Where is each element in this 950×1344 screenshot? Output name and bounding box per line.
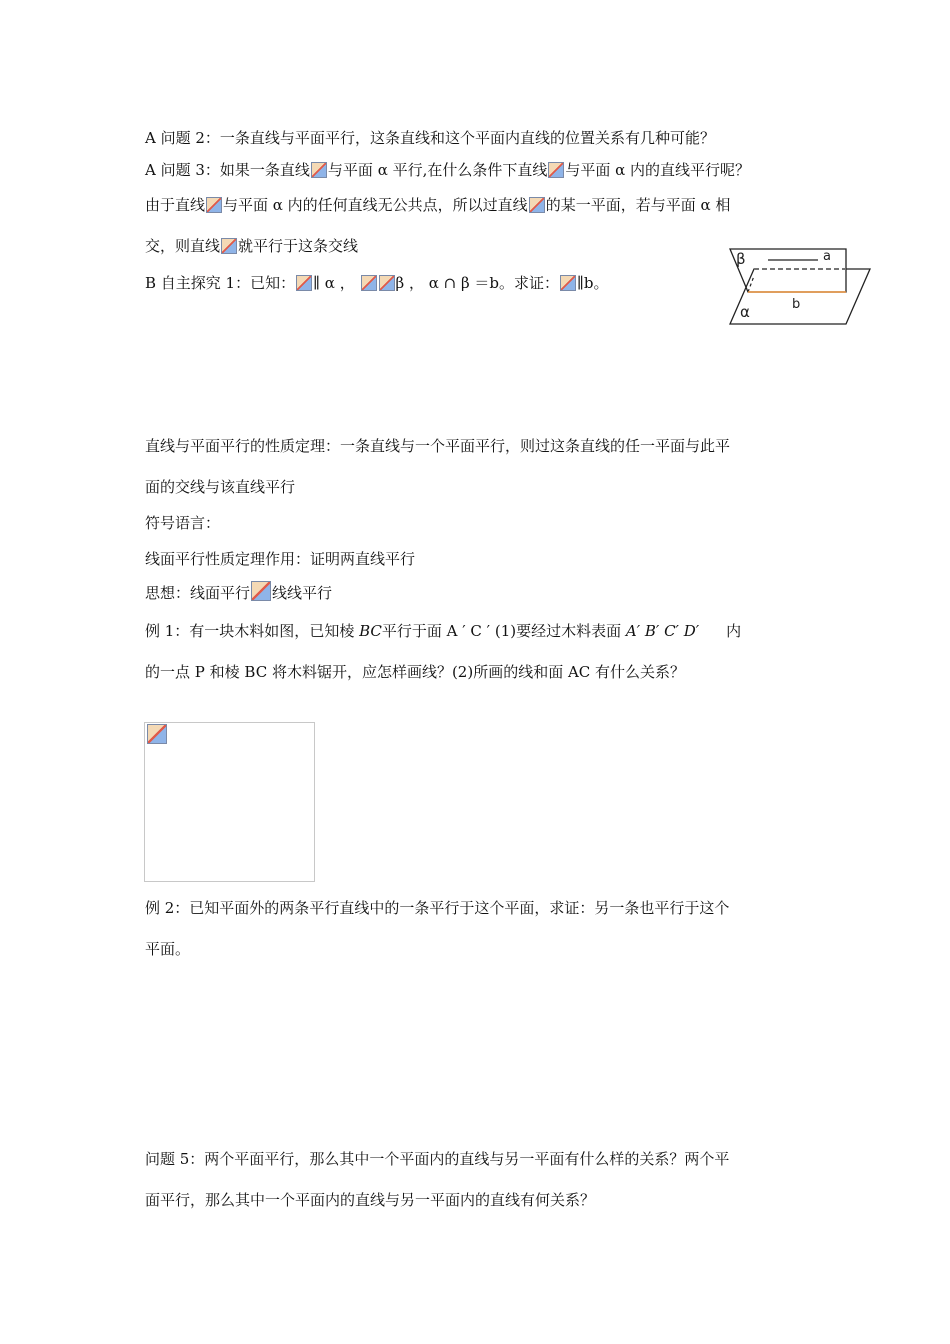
label-a: a bbox=[823, 249, 831, 264]
label-b: b bbox=[792, 297, 801, 312]
symbolic-language: 符号语言： bbox=[145, 514, 221, 532]
question-2: A 问题 2：一条直线与平面平行，这条直线和这个平面内直线的位置关系有几种可能？ bbox=[145, 129, 715, 147]
broken-image-icon bbox=[529, 197, 545, 213]
idea-line: 思想：线面平行 线线平行 bbox=[145, 581, 332, 603]
planes-intersection-figure bbox=[728, 244, 874, 326]
example-2-line-2: 平面。 bbox=[145, 940, 191, 958]
example-1-line-1: 例 1：有一块木料如图，已知棱 BC平行于面 A ′ C ′ (1)要经过木料表面 A′ B′ C′ D′ 内 bbox=[145, 622, 742, 640]
broken-image-icon bbox=[361, 275, 377, 291]
broken-image-icon bbox=[221, 238, 237, 254]
label-alpha: α bbox=[740, 303, 750, 321]
example-1-line-2: 的一点 P 和棱 BC 将木料锯开，应怎样画线？(2)所画的线和面 AC 有什么关系？ bbox=[145, 663, 686, 681]
broken-image-icon bbox=[311, 162, 327, 178]
question-3: A 问题 3：如果一条直线 与平面 α 平行,在什么条件下直线 与平面 α 内的直线平行呢？ bbox=[145, 161, 751, 179]
theorem-line-1: 直线与平面平行的性质定理：一条直线与一个平面平行，则过这条直线的任一平面与此平 bbox=[145, 437, 731, 455]
label-beta: β bbox=[736, 250, 746, 268]
reasoning-line-1: 由于直线 与平面 α 内的任何直线无公共点，所以过直线 的某一平面，若与平面 α 相 bbox=[145, 196, 731, 214]
broken-image-icon bbox=[560, 275, 576, 291]
self-exploration-1: B 自主探究 1：已知： ∥ α ， β ， α ∩ β ＝b。求证： ∥b。 bbox=[145, 274, 609, 292]
example-1-image-frame bbox=[144, 722, 315, 882]
broken-image-icon bbox=[548, 162, 564, 178]
broken-image-icon bbox=[206, 197, 222, 213]
broken-image-icon bbox=[251, 581, 271, 601]
broken-image-icon bbox=[296, 275, 312, 291]
question-5-line-2: 面平行，那么其中一个平面内的直线与另一平面内的直线有何关系？ bbox=[145, 1191, 596, 1209]
reasoning-line-2: 交，则直线 就平行于这条交线 bbox=[145, 237, 359, 255]
broken-image-icon bbox=[147, 724, 167, 744]
theorem-usage: 线面平行性质定理作用：证明两直线平行 bbox=[145, 550, 416, 568]
theorem-line-2: 面的交线与该直线平行 bbox=[145, 478, 296, 496]
example-2-line-1: 例 2：已知平面外的两条平行直线中的一条平行于这个平面，求证：另一条也平行于这个 bbox=[145, 899, 730, 917]
question-5-line-1: 问题 5：两个平面平行，那么其中一个平面内的直线与另一平面有什么样的关系？两个平 bbox=[145, 1150, 730, 1168]
broken-image-icon bbox=[379, 275, 395, 291]
